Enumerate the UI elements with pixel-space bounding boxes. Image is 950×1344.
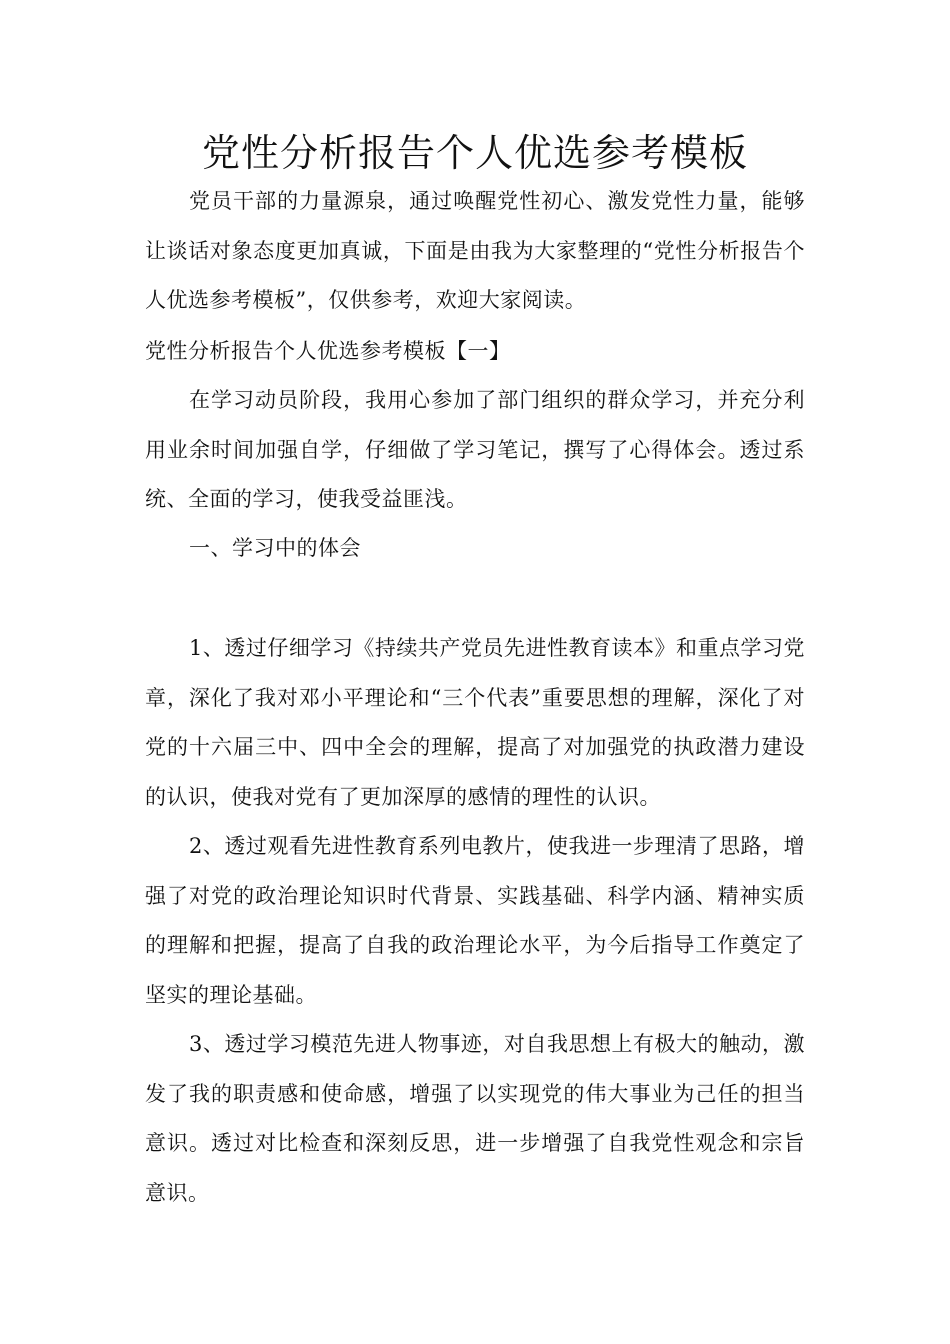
- document-title: 党性分析报告个人优选参考模板: [201, 131, 748, 175]
- subheading-experience: 一、学习中的体会: [189, 536, 361, 560]
- list-item-3: 3、透过学习模范先进人物事迹，对自我思想上有极大的触动，激发了我的职责感和使命感，增强了以实现党的伟大事业为己任的担当意识。透过对比检查和深刻反思，进一步增强了自我党性观念和宗旨意识。: [145, 1032, 805, 1205]
- section-title: 党性分析报告个人优选参考模板【一】: [145, 339, 511, 363]
- list-item-1: 1、透过仔细学习《持续共产党员先进性教育读本》和重点学习党章，深化了我对邓小平理论和“三个代表”重要思想的理解，深化了对党的十六届三中、四中全会的理解，提高了对加强党的执政潜力建设的认识，使我对党有了更加深厚的感情的理性的认识。: [145, 636, 805, 809]
- paragraph-learning: 在学习动员阶段，我用心参加了部门组织的群众学习，并充分利用业余时间加强自学，仔细做了学习笔记，撰写了心得体会。透过系统、全面的学习，使我受益匪浅。: [145, 388, 805, 511]
- intro-paragraph: 党员干部的力量源泉，通过唤醒党性初心、激发党性力量，能够让谈话对象态度更加真诚，下面是由我为大家整理的“党性分析报告个人优选参考模板”，仅供参考，欢迎大家阅读。: [145, 189, 805, 312]
- list-item-2: 2、透过观看先进性教育系列电教片，使我进一步理清了思路，增强了对党的政治理论知识时代背景、实践基础、科学内涵、精神实质的理解和把握，提高了自我的政治理论水平，为今后指导工作奠定了坚实的理论基础。: [145, 834, 805, 1007]
